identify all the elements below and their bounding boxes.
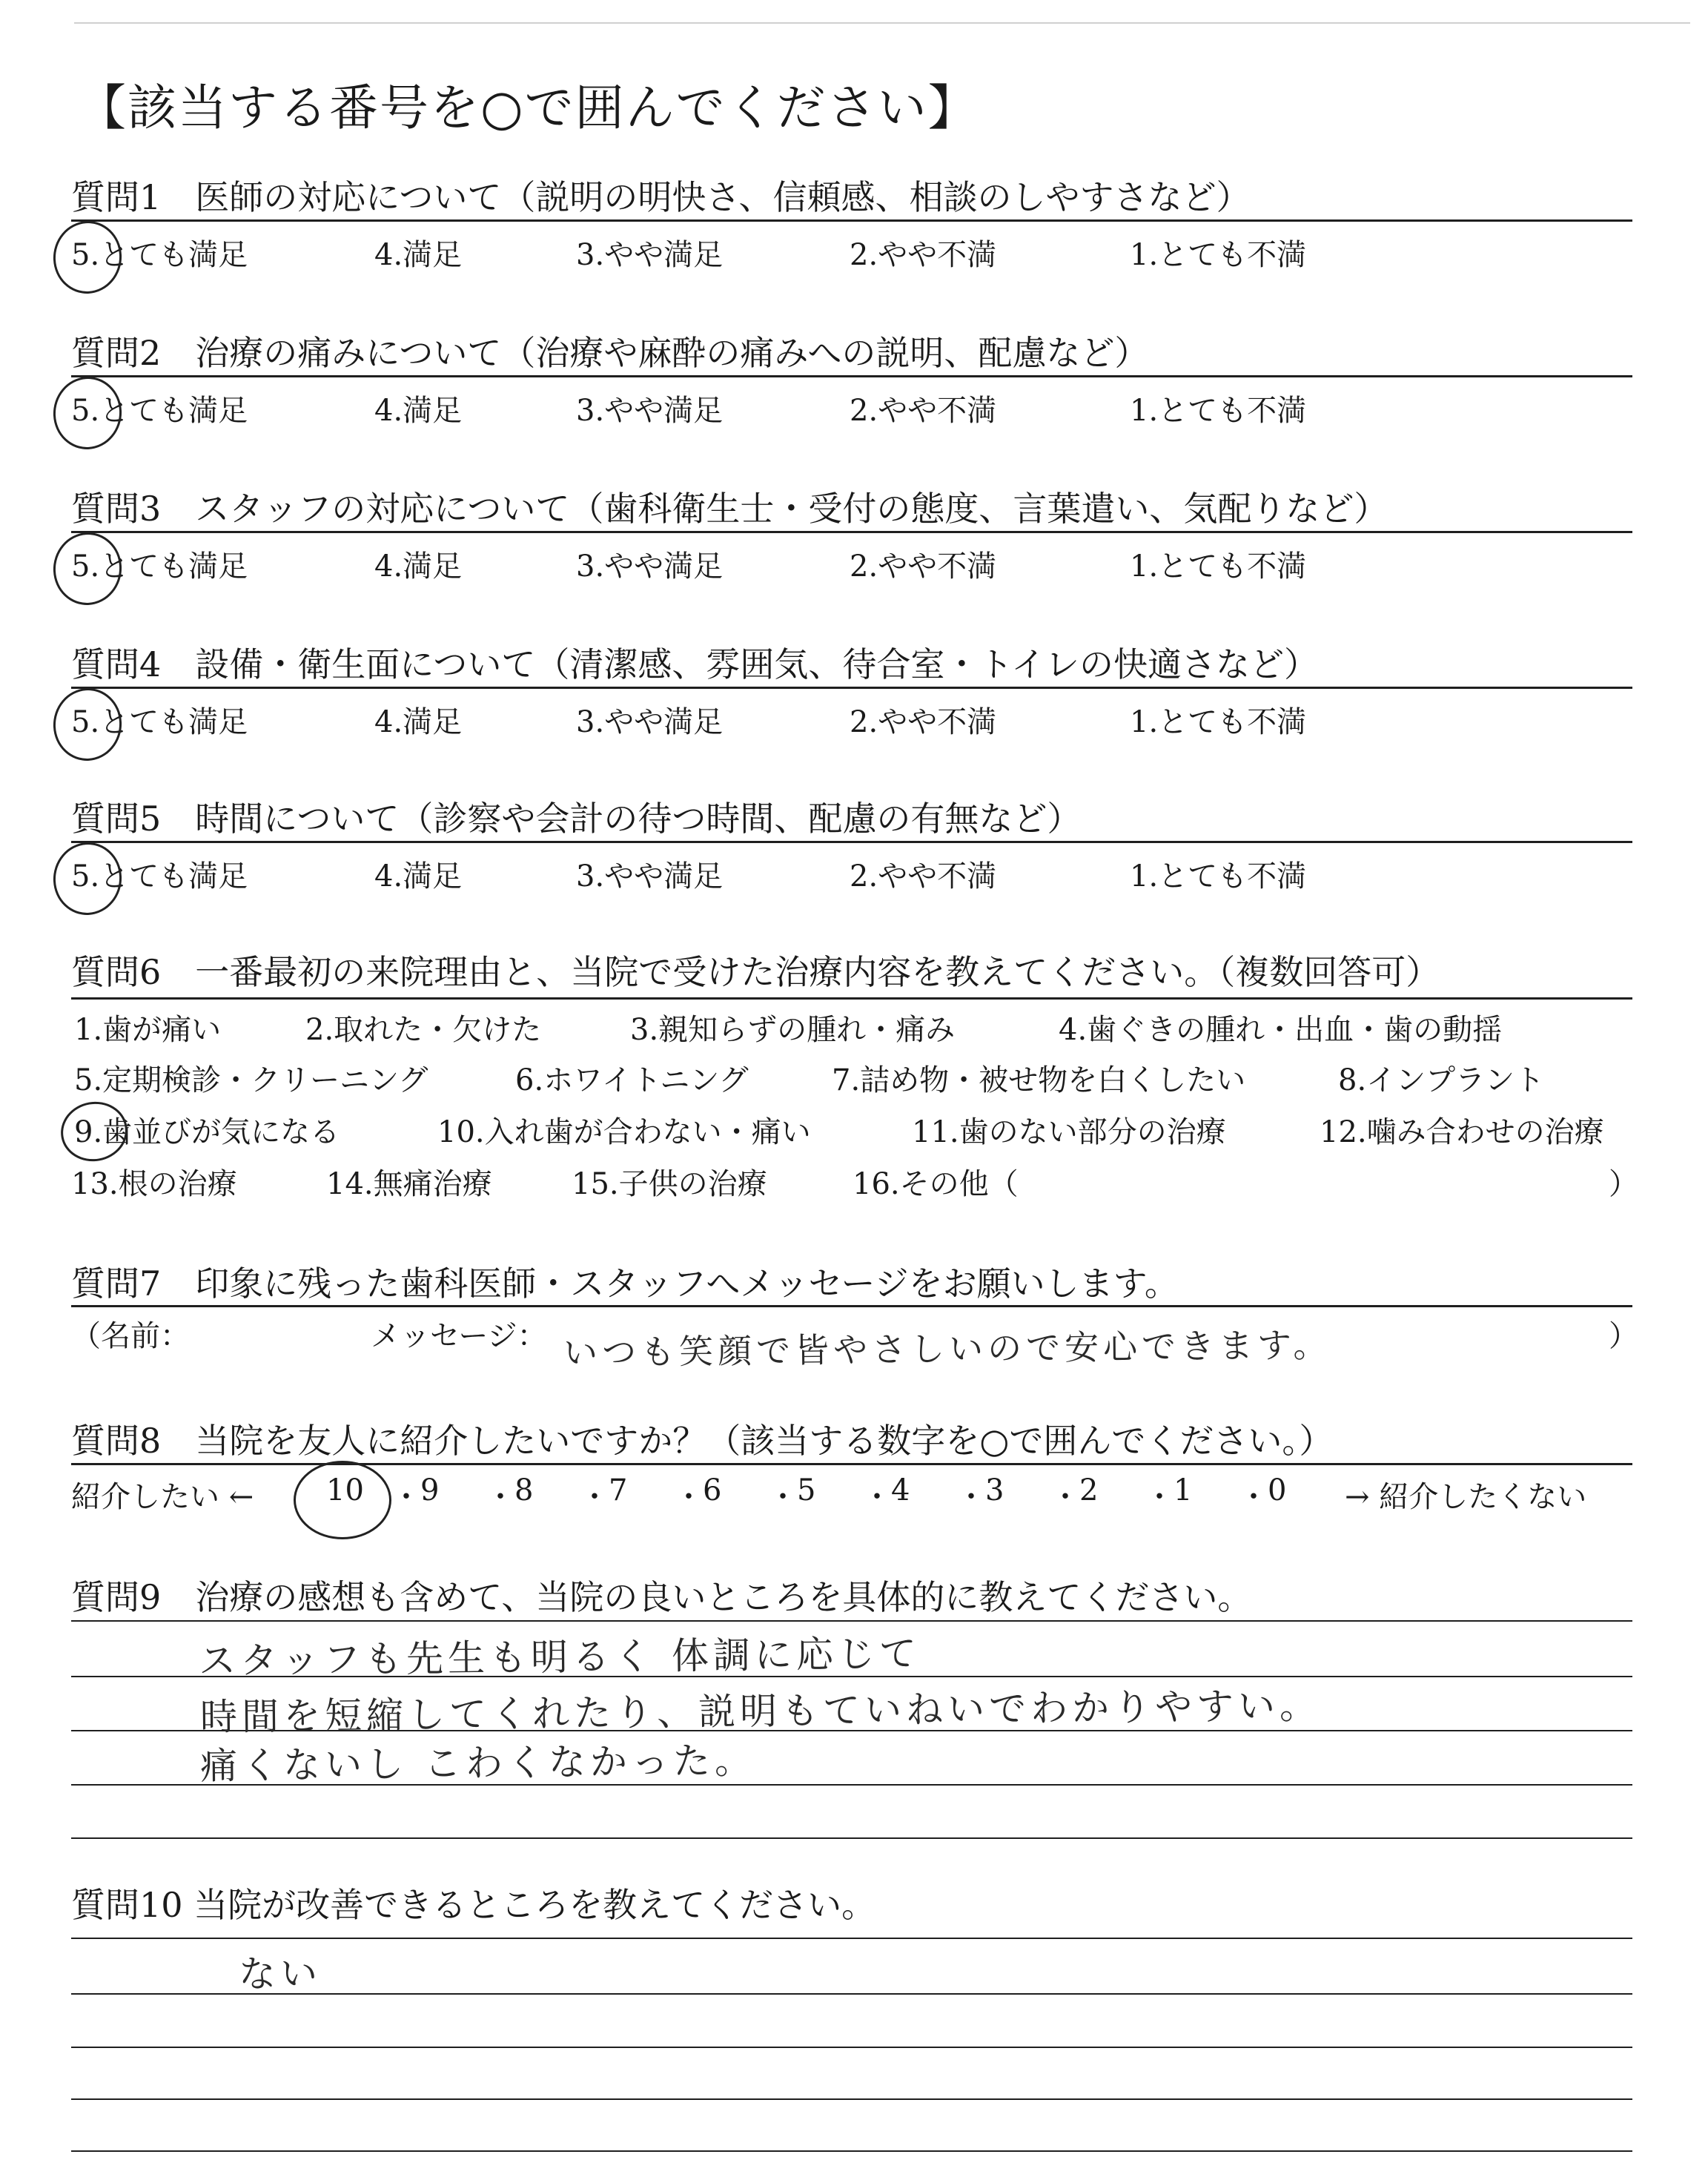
q7-message-handwritten: いつも笑顔で皆やさしいので安心できます。: [563, 1324, 1332, 1373]
q5-option-5: 5.とても満足: [71, 859, 248, 894]
q8-scale-4: 4: [891, 1473, 910, 1507]
q8-selected-circle: [294, 1461, 391, 1539]
q4-option-1: 1.とても不満: [1130, 705, 1307, 739]
q3-option-4: 4.満足: [374, 549, 463, 584]
q5-option-3: 3.やや満足: [576, 859, 724, 894]
q6-option-3-4: ）: [1609, 1167, 1638, 1201]
q6-option-3-2: 15.子供の治療: [572, 1167, 767, 1201]
q7-name-label: （名前：: [71, 1319, 190, 1353]
q8-dot-separator: ・: [580, 1480, 609, 1514]
q10-line-3: [71, 2098, 1632, 2100]
q1-selected-circle: [49, 217, 127, 298]
q7-rule: [71, 1305, 1632, 1307]
q8-dot-separator: ・: [768, 1480, 798, 1514]
q6-option-0-2: 3.親知らずの腫れ・痛み: [630, 1013, 956, 1047]
q6-option-1-3: 8.インプラント: [1338, 1063, 1545, 1097]
q3-option-1: 1.とても不満: [1130, 549, 1307, 584]
q6-option-2-1: 10.入れ歯が合わない・痛い: [437, 1115, 811, 1149]
q8-dot-separator: ・: [1239, 1480, 1268, 1514]
q2-option-5: 5.とても満足: [71, 394, 248, 428]
q10-title: 質問10 当院が改善できるところを教えてください。: [71, 1885, 876, 1925]
q6-option-1-2: 7.詰め物・被せ物を白くしたい: [832, 1063, 1246, 1097]
form-title: 【該当する番号を○で囲んでください】: [77, 79, 979, 136]
q6-option-2-2: 11.歯のない部分の治療: [912, 1115, 1226, 1149]
q9-title: 質問9 治療の感想も含めて、当院の良いところを具体的に教えてください。: [71, 1577, 1252, 1617]
q6-option-1-0: 5.定期検診・クリーニング: [74, 1063, 428, 1097]
q3-rule: [71, 531, 1632, 533]
q6-option-3-0: 13.根の治療: [71, 1167, 237, 1201]
q3-selected-circle: [49, 528, 127, 610]
q2-title: 質問2 治療の痛みについて（治療や麻酔の痛みへの説明、配慮など）: [71, 333, 1149, 373]
q6-option-0-0: 1.歯が痛い: [74, 1013, 222, 1047]
q6-option-3-1: 14.無痛治療: [326, 1167, 492, 1201]
q5-option-2: 2.やや不満: [850, 859, 997, 894]
q1-option-5: 5.とても満足: [71, 238, 248, 272]
q4-option-3: 3.やや満足: [576, 705, 724, 739]
q4-rule: [71, 687, 1632, 689]
q5-title: 質問5 時間について（診察や会計の待つ時間、配慮の有無など）: [71, 799, 1082, 839]
q8-scale-9: 9: [420, 1473, 440, 1507]
q8-scale-2: 2: [1079, 1473, 1099, 1507]
q6-selected-circle: [56, 1097, 133, 1166]
q8-scale-8: 8: [514, 1473, 534, 1507]
q2-option-1: 1.とても不満: [1130, 394, 1307, 428]
q4-title: 質問4 設備・衛生面について（清潔感、雰囲気、待合室・トイレの快適さなど）: [71, 644, 1319, 684]
q8-scale-7: 7: [609, 1473, 628, 1507]
q8-dot-separator: ・: [956, 1480, 986, 1514]
q8-scale-3: 3: [985, 1473, 1004, 1507]
q8-scale-10: 10: [326, 1473, 364, 1507]
top-border: [74, 22, 1690, 24]
q6-rule: [71, 997, 1632, 1000]
q4-option-5: 5.とても満足: [71, 705, 248, 739]
q8-scale-6: 6: [703, 1473, 722, 1507]
q8-dot-separator: ・: [1145, 1480, 1174, 1514]
q8-dot-separator: ・: [862, 1480, 892, 1514]
q5-option-4: 4.満足: [374, 859, 463, 894]
q8-scale-0: 0: [1268, 1473, 1287, 1507]
q7-title: 質問7 印象に残った歯科医師・スタッフへメッセージをお願いします。: [71, 1264, 1179, 1304]
q3-option-3: 3.やや満足: [576, 549, 724, 584]
q2-option-3: 3.やや満足: [576, 394, 724, 428]
q1-option-4: 4.満足: [374, 238, 463, 272]
q6-option-0-1: 2.取れた・欠けた: [305, 1013, 542, 1047]
q9-line-0: [71, 1620, 1632, 1622]
q8-dot-separator: ・: [486, 1480, 515, 1514]
q1-title: 質問1 医師の対応について（説明の明快さ、信頼感、相談のしやすさなど）: [71, 177, 1251, 217]
q10-line-0: [71, 1938, 1632, 1939]
q8-left-label: 紹介したい ←: [71, 1480, 254, 1514]
q6-option-2-3: 12.噛み合わせの治療: [1320, 1115, 1604, 1149]
q5-rule: [71, 841, 1632, 843]
q8-scale-5: 5: [797, 1473, 816, 1507]
q6-option-3-3: 16.その他（: [853, 1167, 1019, 1201]
q9-handwritten-line-0: スタッフも先生も明るく 体調に応じて: [198, 1631, 921, 1683]
q6-option-0-3: 4.歯ぐきの腫れ・出血・歯の動揺: [1059, 1013, 1503, 1047]
q7-close-paren: ）: [1609, 1319, 1638, 1353]
q2-option-4: 4.満足: [374, 394, 463, 428]
q10-line-2: [71, 2047, 1632, 2048]
q6-option-2-0: 9.歯並びが気になる: [74, 1115, 340, 1149]
q9-handwritten-line-2: 痛くないし こわくなかった。: [199, 1739, 757, 1788]
q8-dot-separator: ・: [1050, 1480, 1080, 1514]
q1-option-3: 3.やや満足: [576, 238, 724, 272]
q8-dot-separator: ・: [391, 1480, 421, 1514]
q2-rule: [71, 375, 1632, 377]
q10-handwritten-line-0: ない: [238, 1952, 322, 1996]
q4-option-2: 2.やや不満: [850, 705, 997, 739]
q10-line-4: [71, 2150, 1632, 2152]
q4-selected-circle: [49, 684, 127, 765]
q8-right-label: → 紹介したくない: [1345, 1480, 1587, 1514]
q1-rule: [71, 219, 1632, 222]
q8-rule: [71, 1463, 1632, 1465]
q3-option-5: 5.とても満足: [71, 549, 248, 584]
q2-option-2: 2.やや不満: [850, 394, 997, 428]
q8-scale-1: 1: [1174, 1473, 1193, 1507]
q1-option-2: 2.やや不満: [850, 238, 997, 272]
q9-line-4: [71, 1837, 1632, 1839]
q9-handwritten-line-1: 時間を短縮してくれたり、説明もていねいでわかりやすい。: [199, 1684, 1322, 1739]
q6-option-1-1: 6.ホワイトニング: [515, 1063, 749, 1097]
q8-dot-separator: ・: [674, 1480, 704, 1514]
q8-title: 質問8 当院を友人に紹介したいですか？（該当する数字を○で囲んでください。）: [71, 1421, 1334, 1461]
q5-selected-circle: [49, 838, 127, 919]
q3-option-2: 2.やや不満: [850, 549, 997, 584]
q4-option-4: 4.満足: [374, 705, 463, 739]
q1-option-1: 1.とても不満: [1130, 238, 1307, 272]
q2-selected-circle: [49, 372, 127, 454]
q5-option-1: 1.とても不満: [1130, 859, 1307, 894]
q7-message-label: メッセージ：: [371, 1319, 547, 1353]
q6-title: 質問6 一番最初の来院理由と、当院で受けた治療内容を教えてください。（複数回答可）: [71, 952, 1440, 992]
q3-title: 質問3 スタッフの対応について（歯科衛生士・受付の態度、言葉遣い、気配りなど）: [71, 489, 1388, 529]
